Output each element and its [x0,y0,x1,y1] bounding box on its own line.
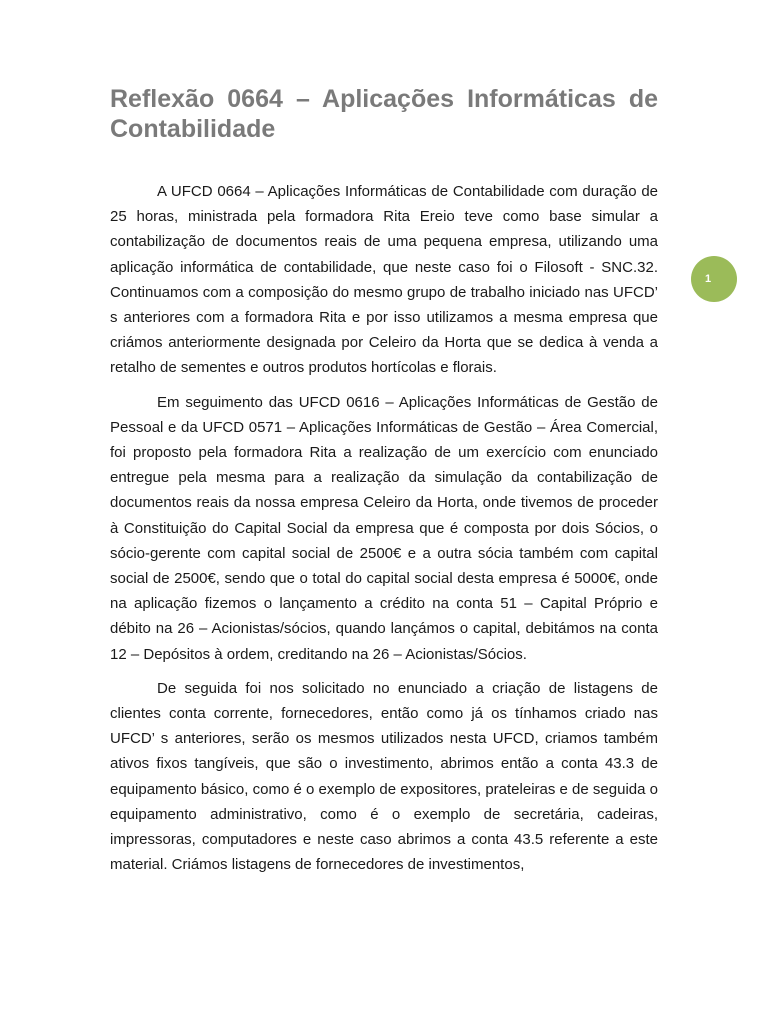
document-title: Reflexão 0664 – Aplicações Informáticas de Contabilidade [110,85,658,143]
page-number-badge [691,256,737,302]
paragraph: Em seguimento das UFCD 0616 – Aplicações Informáticas de Gestão de Pessoal e da UFCD 0571 – Aplicações Informáticas de Gestão – Área Comercial, foi proposto pela formadora Rita a realização de um exercício com enunciado entregue pela mesma para a realização da simulação da contabilização de documentos reais da nossa empresa Celeiro da Horta, onde tivemos de proceder à Constituição do Capital Social da empresa que é composta por dois Sócios, o sócio-gerente com capital social de 2500€ e a outra sócia também com capital social de 2500€, sendo que o total do capital social desta empresa é 5000€, onde na aplicação fizemos o lançamento a crédito na conta 51 – Capital Próprio e débito na 26 – Acionistas/sócios, quando lançámos o capital, debitámos na conta 12 – Depósitos à ordem, creditando na 26 – Acionistas/Sócios. [110,393,658,663]
document-body [110,179,658,886]
paragraph: De seguida foi nos solicitado no enunciado a criação de listagens de clientes conta corrente, fornecedores, então como já os tínhamos criado nas UFCD’ s anteriores, serão os mesmos utilizados nesta UFCD, criamos também ativos fixos tangíveis, que são o investimento, abrimos então a conta 43.3 de equipamento básico, como é o exemplo de expositores, prateleiras e de seguida o equipamento administrativo, como é o exemplo de secretária, cadeiras, impressoras, computadores e neste caso abrimos a conta 43.5 referente a este material. Criámos listagens de fornecedores de investimentos, [110,679,658,874]
page-number: 1 [704,273,712,285]
paragraph: A UFCD 0664 – Aplicações Informáticas de Contabilidade com duração de 25 horas, ministrada pela formadora Rita Ereio teve como base simular a contabilização de documentos reais de uma pequena empresa, utilizando uma aplicação informática de contabilidade, que neste caso foi o Filosoft - SNC.32. Continuamos com a composição do mesmo grupo de trabalho iniciado nas UFCD’ s anteriores com a formadora Rita e por isso utilizamos a mesma empresa que criámos anteriormente designada por Celeiro da Horta que se dedica à venda a retalho de sementes e outros produtos hortícolas e florais. [110,183,658,377]
